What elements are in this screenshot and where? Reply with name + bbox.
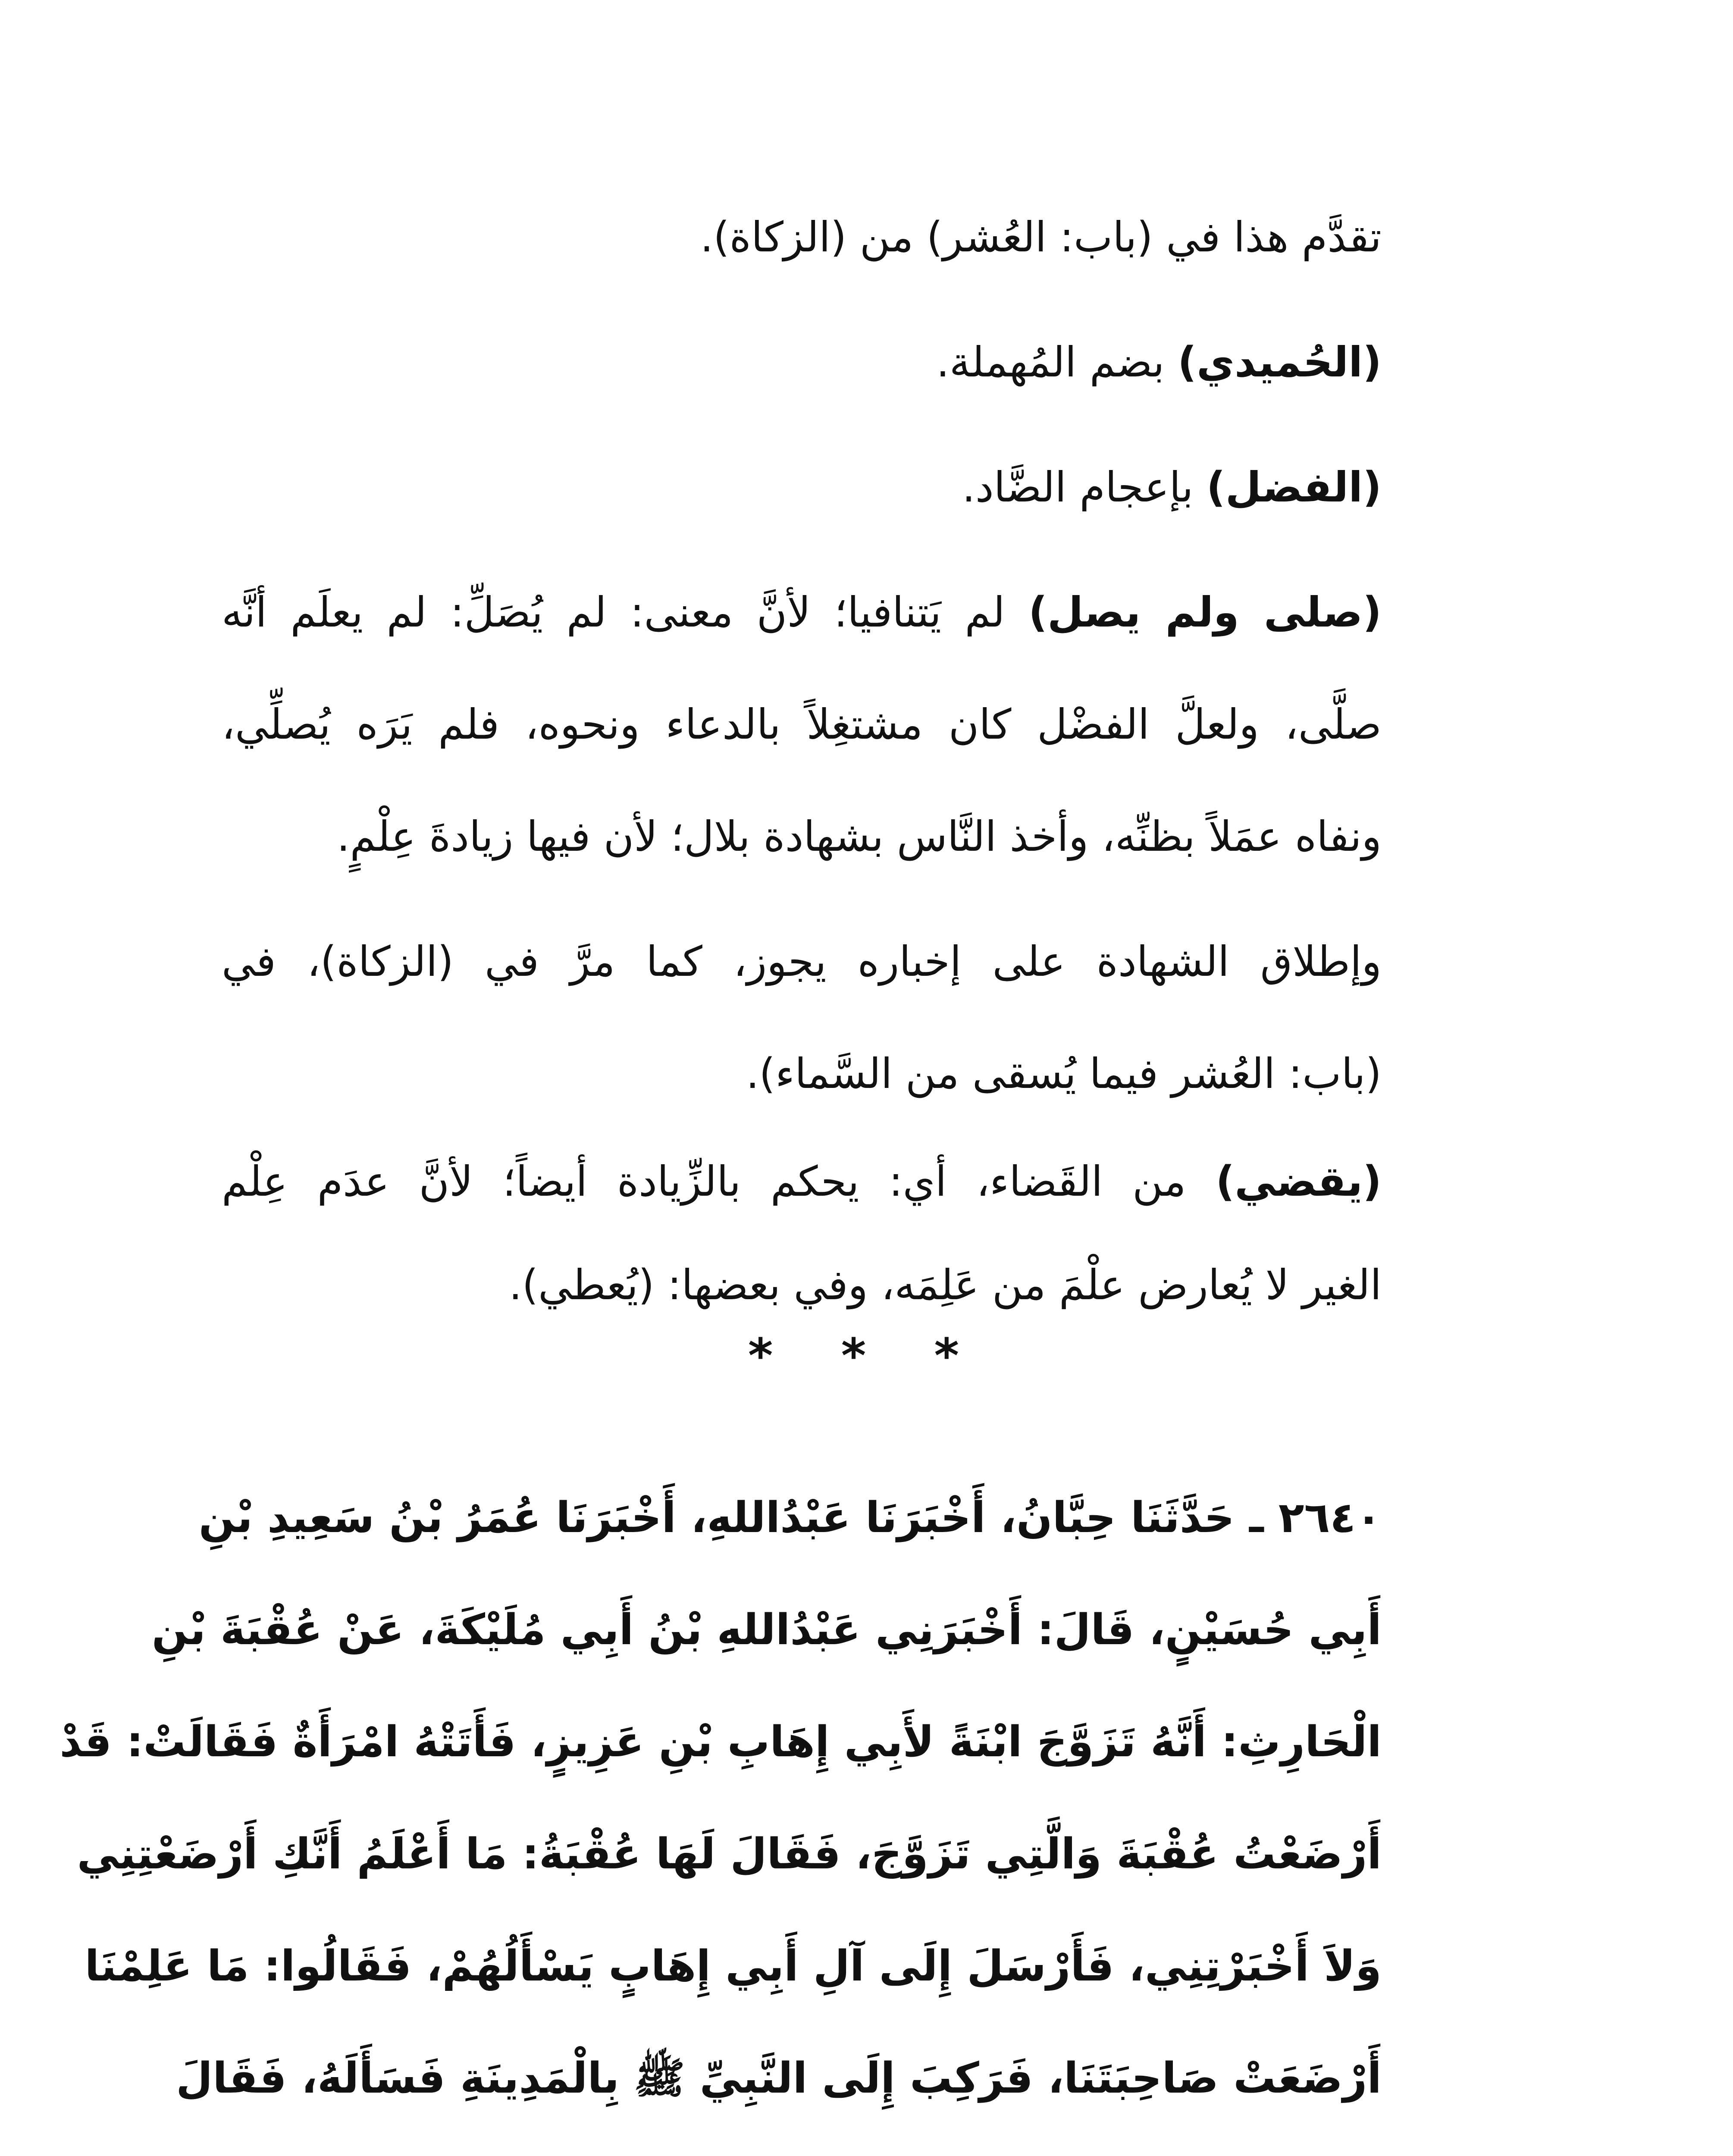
commentary-line-7: وإطلاق الشهادة على إخباره يجوز، كما مرَّ في (الزكاة)، في — [222, 937, 1382, 986]
commentary-line-4: (صلى ولم يصل) لم يَتنافيا؛ لأنَّ معنى: لم يُصَلِّ: لم يعلَم أنَّه — [222, 588, 1382, 636]
commentary-line-9: (يقضي) من القَضاء، أي: يحكم بالزِّيادة أيضاً؛ لأنَّ عدَم عِلْم — [222, 1157, 1382, 1206]
hadith-line-2: أَبِي حُسَيْنٍ، قَالَ: أَخْبَرَنِي عَبْدُاللهِ بْنُ أَبِي مُلَيْكَةَ، عَنْ عُقْبَةَ بْنِ — [151, 1605, 1382, 1655]
term-humaidi: (الحُميدي) — [1178, 338, 1382, 386]
commentary-line-10: الغير لا يُعارض علْمَ من عَلِمَه، وفي بعضها: (يُعطي). — [509, 1261, 1382, 1309]
hadith-line-1: ٢٦٤٠ ـ حَدَّثَنَا حِبَّانُ، أَخْبَرَنَا عَبْدُاللهِ، أَخْبَرَنَا عُمَرُ بْنُ سَعِيدِ بْنِ — [198, 1493, 1382, 1542]
commentary-line-6: ونفاه عمَلاً بظنِّه، وأخذ النَّاس بشهادة بلال؛ لأن فيها زيادةَ عِلْمٍ. — [336, 812, 1382, 861]
commentary-line-2: (الحُميدي) بضم المُهملة. — [936, 338, 1382, 386]
commentary-line-8: (باب: العُشر فيما يُسقى من السَّماء). — [746, 1050, 1382, 1098]
hadith-line-6: أَرْضَعَتْ صَاحِبَتَنَا، فَرَكِبَ إِلَى النَّبِيِّ ﷺ بِالْمَدِينَةِ فَسَأَلَهُ، فَقَالَ — [176, 2054, 1382, 2103]
hadith-line-4: أَرْضَعْتُ عُقْبَةَ وَالَّتِي تَزَوَّجَ، فَقَالَ لَهَا عُقْبَةُ: مَا أَعْلَمُ أَنَّكِ أَرْضَعْتِنِي — [77, 1830, 1382, 1879]
term-yaqdi: (يقضي) — [1216, 1157, 1382, 1206]
section-separator: * * * — [748, 1328, 985, 1383]
term-salla: (صلى ولم يصل) — [1028, 588, 1382, 636]
hadith-line-3: الْحَارِثِ: أَنَّهُ تَزَوَّجَ ابْنَةً لأَبِي إِهَابِ بْنِ عَزِيزٍ، فَأَتَتْهُ امْرَأَةٌ فَقَالَتْ: قَدْ — [60, 1717, 1382, 1767]
commentary-line-5: صلَّى، ولعلَّ الفضْل كان مشتغِلاً بالدعاء ونحوه، فلم يَرَه يُصلِّي، — [222, 700, 1382, 749]
commentary-line-3: (الفضل) بإعجام الضَّاد. — [962, 463, 1382, 511]
hadith-line-7 — [222, 2147, 1382, 2156]
term-fadl: (الفضل) — [1206, 463, 1382, 511]
hadith-line-5: وَلاَ أَخْبَرْتِنِي، فَأَرْسَلَ إِلَى آلِ أَبِي إِهَابٍ يَسْأَلُهُمْ، فَقَالُوا: مَا عَلِمْنَا — [85, 1942, 1382, 1991]
commentary-line-1: تقدَّم هذا في (باب: العُشر) من (الزكاة). — [700, 213, 1382, 261]
